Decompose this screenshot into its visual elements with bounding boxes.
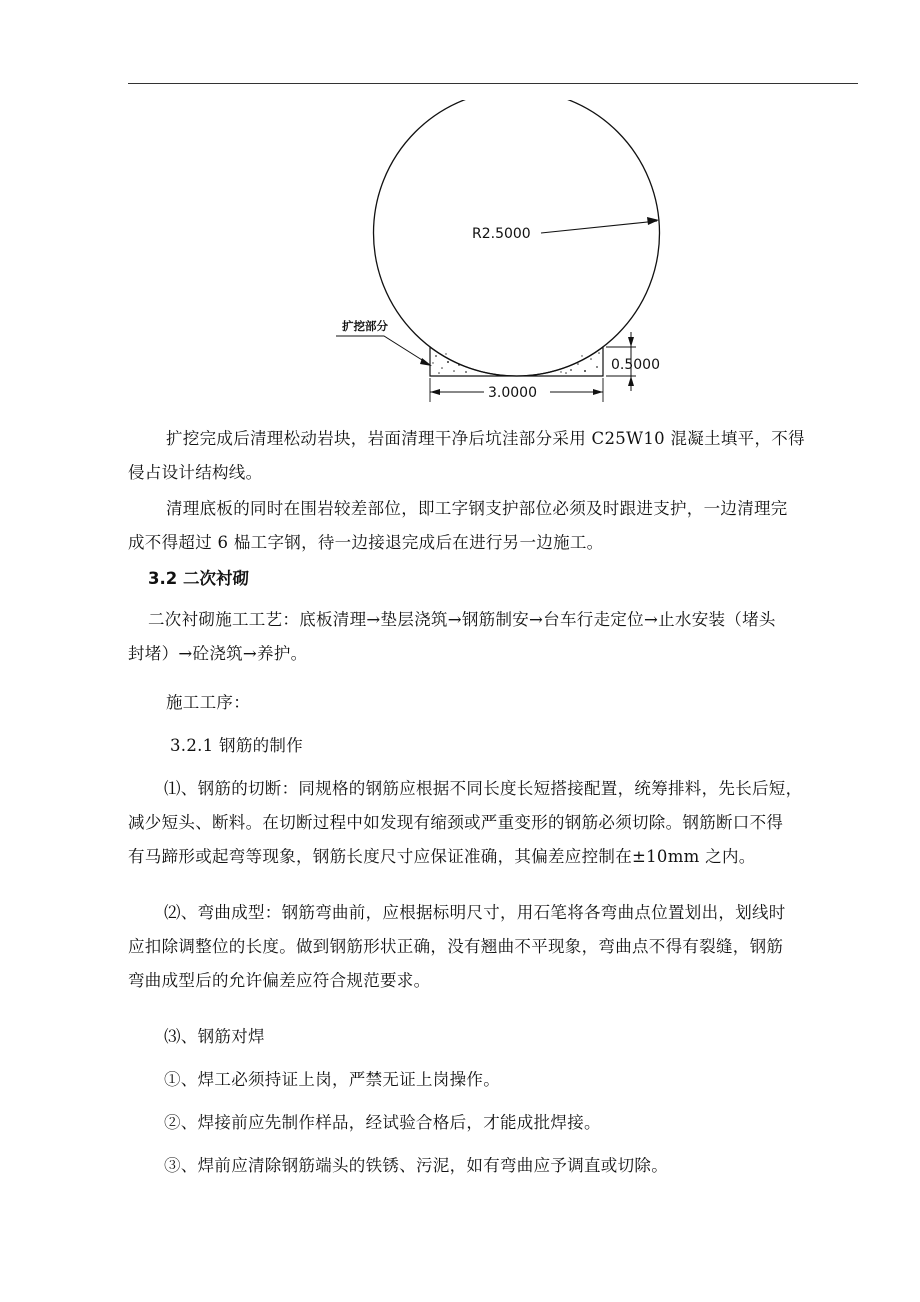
text-line: ⑴、钢筋的切断：同规格的钢筋应根据不同长度长短搭接配置，统筹排料，先长后短， [164, 779, 803, 798]
text-line: 有马蹄形或起弯等现象，钢筋长度尺寸应保证准确，其偏差应控制在±10mm 之内。 [128, 847, 756, 866]
subsection-heading-3-2-1: 3.2.1 钢筋的制作 [170, 736, 304, 755]
paragraph-excavation-cleanup [128, 422, 896, 490]
paragraph-procedure-title: 施工工序： [166, 693, 250, 712]
width-arrow-left [430, 389, 440, 395]
text-line: ⑵、弯曲成型：钢筋弯曲前，应根据标明尺寸，用石笔将各弯曲点位置划出，划线时 [164, 903, 786, 922]
text-line: 扩挖完成后清理松动岩块，岩面清理干净后坑洼部分采用 C25W10 混凝土填平，不得 [166, 429, 805, 448]
radius-leader [541, 221, 657, 233]
radius-label: R2.5000 [472, 226, 531, 242]
excavation-leader [336, 336, 430, 365]
paragraph-butt-welding-title: ⑶、钢筋对焊 [164, 1027, 265, 1046]
text-line: 成不得超过 6 榀工字钢，待一边接退完成后在进行另一边施工。 [128, 533, 604, 552]
text-line: 清理底板的同时在围岩较差部位，即工字钢支护部位必须及时跟进支护，一边清理完 [166, 499, 788, 518]
width-arrow-right [593, 389, 603, 395]
paragraph-lining-process [128, 603, 858, 671]
text-line: 封堵）→砼浇筑→养护。 [128, 644, 308, 663]
excavation-fill-area [430, 347, 603, 376]
excavation-label: 扩挖部分 [342, 319, 388, 333]
width-label: 3.0000 [488, 385, 537, 401]
height-arrow-bottom [628, 376, 634, 386]
height-label: 0.5000 [611, 357, 660, 373]
cross-section-drawing [320, 100, 700, 410]
paragraph-rebar-bending [128, 896, 858, 998]
tunnel-cross-section-figure [320, 100, 700, 410]
paragraph-welding-item-3: ③、焊前应清除钢筋端头的铁锈、污泥，如有弯曲应予调直或切除。 [164, 1156, 668, 1175]
header-rule [128, 83, 858, 84]
text-line: 应扣除调整位的长度。做到钢筋形状正确，没有翘曲不平现象，弯曲点不得有裂缝，钢筋 [128, 937, 784, 956]
paragraph-welding-item-1: ①、焊工必须持证上岗，严禁无证上岗操作。 [164, 1070, 500, 1089]
radius-arrowhead [647, 217, 659, 225]
paragraph-floor-cleanup [128, 492, 896, 560]
section-heading-3-2: 3.2 二次衬砌 [148, 569, 249, 588]
text-line: 二次衬砌施工工艺：底板清理→垫层浇筑→钢筋制安→台车行走定位→止水安装（堵头 [148, 610, 776, 629]
height-arrow-top [628, 337, 634, 347]
text-line: 减少短头、断料。在切断过程中如发现有缩颈或严重变形的钢筋必须切除。钢筋断口不得 [128, 813, 784, 832]
paragraph-welding-item-2: ②、焊接前应先制作样品，经试验合格后，才能成批焊接。 [164, 1113, 601, 1132]
text-line: 侵占设计结构线。 [128, 463, 263, 482]
paragraph-rebar-cutting [128, 772, 858, 874]
text-line: 弯曲成型后的允许偏差应符合规范要求。 [128, 971, 431, 990]
